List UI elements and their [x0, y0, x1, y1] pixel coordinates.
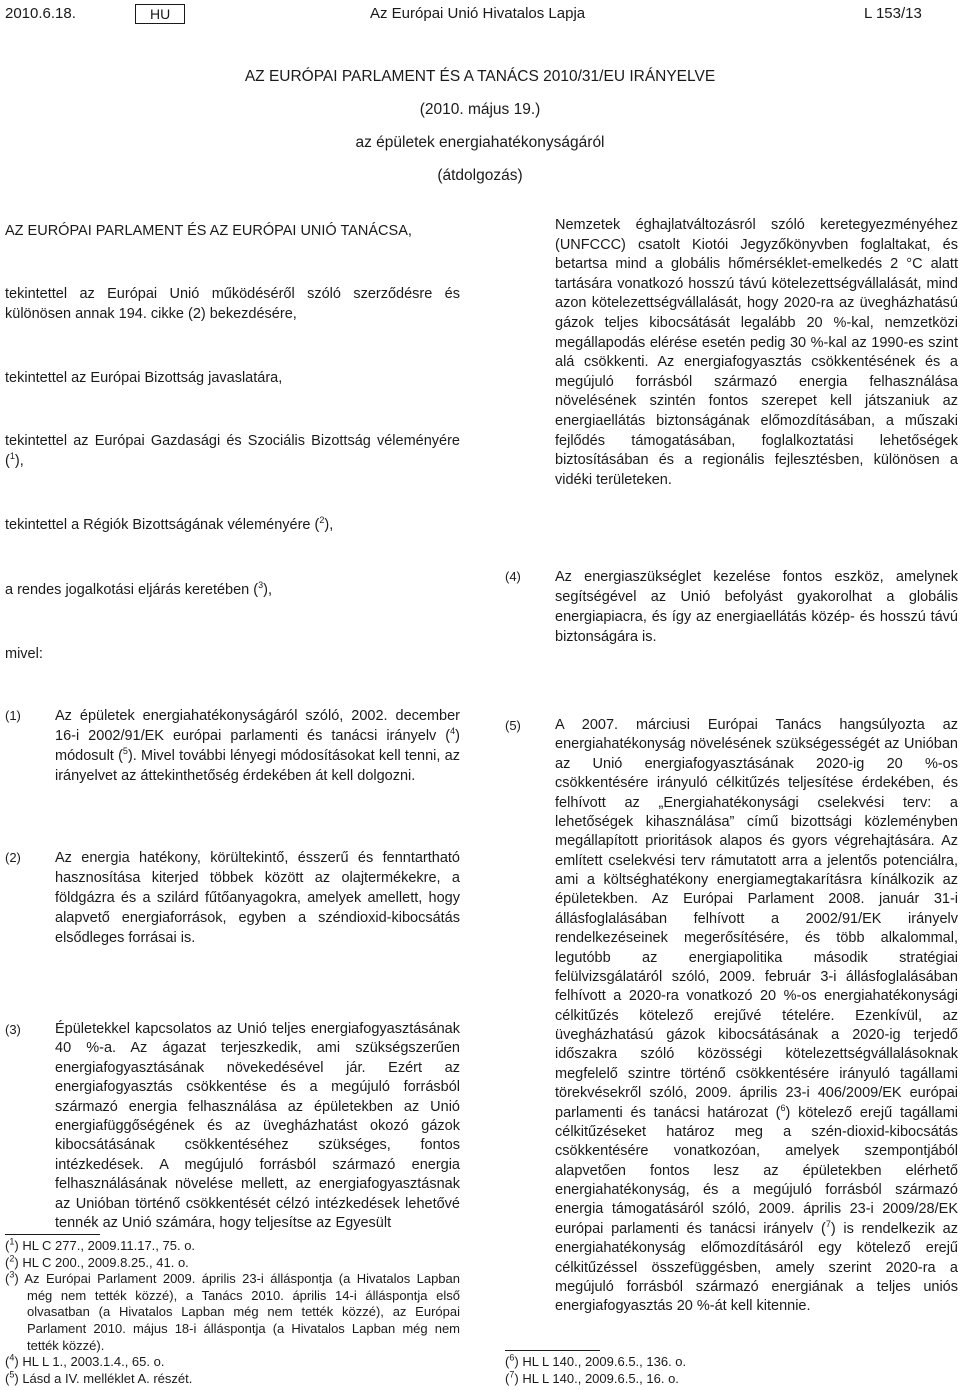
page-reference: L 153/13: [864, 5, 922, 22]
footnote-ref: 6: [780, 1102, 786, 1113]
preamble-procedure: a rendes jogalkotási eljárás keretében ($^3$),: [5, 580, 272, 598]
footnote: ($^7$) HL L 140., 2009.6.5., 16. o.: [505, 1369, 679, 1386]
preamble-legal-basis: tekintettel az Európai Unió működéséről szóló szerződésre és különösen annak 194. cikke (2) bekezdésére,: [5, 286, 460, 323]
recital-number: (5): [505, 718, 521, 733]
recital-1: [5, 706, 460, 806]
preamble-eesc: tekintettel az Európai Gazdasági és Szociális Bizottság véleményére ($^1$),: [5, 433, 460, 470]
recital-text: Épületekkel kapcsolatos az Unió teljes energiafogyasztásának 40 %-a. Az ágazat terjeszkedik, ami szükségszerűen energiafogyasztásának növekedésével jár. Ezért az energiafogyasztás csökkentése és a megújuló forrásból származó energia felhasználása az épületekben az Unió energiafüggőségének és az üvegházhatást okozó gázok kibocsátásának csökkentéséhez szükséges, fontos intézkedések. A megújuló forrásból származó energia felhasználásának növelése mellett, az energiafogyasztásnak az Unióban történő csökkentését célzó intézkedések lehetővé tennék az Unió számára, hogy teljesítse az Egyesült: [55, 1021, 460, 1232]
preamble-whereas: mivel:: [5, 646, 43, 662]
language-badge: HU: [135, 4, 185, 24]
recital-4: [505, 567, 960, 647]
directive-subject: az épületek energiahatékonyságáról: [355, 134, 605, 151]
preamble-regions: tekintettel a Régiók Bizottságának véleményére ($^2$),: [5, 515, 334, 533]
recital-number: (1): [5, 708, 21, 723]
footnote-ref: 4: [450, 726, 456, 737]
recital-number: (2): [5, 850, 21, 865]
footnote-ref: 7: [825, 1218, 831, 1229]
footnote-separator: [5, 1234, 100, 1235]
recital-number: (4): [505, 569, 521, 584]
recital-text: Az energiaszükséglet kezelése fontos eszköz, amelynek segítségével az Unió befolyást gyakorolhat a globális energiapiacra, és így az energiaellátás közép- és hosszú távú biztonságára is.: [555, 569, 958, 645]
footnote-ref: 1: [9, 451, 15, 462]
footnote: ($^5$) Lásd a IV. melléklet A. részét.: [5, 1369, 193, 1386]
footnotes-left: [5, 1238, 460, 1387]
footnote-ref: 2: [319, 515, 325, 526]
recital-text: A 2007. márciusi Európai Tanács hangsúlyozta az energiahatékonyság növelésének szükségességét az Unióban az Unió energiafogyasztásának 2020-ig 20 %-os csökkentésére irányuló célkitűzés teljesítése érdekében, és felhívott az „Energiahatékonysági cselekvési terv: a lehetőségek kihasználása” című bizottsági közleményben megállapított prioritások alapos és gyors végrehajtására. Az említett cselekvési terv rámutatott arra a jelentős potenciálra, ami a költséghatékony energiamegtakarításra kínálkozik az épületekben. Az Európai Parlament 2008. január 31-i állásfoglalásában felhívott a 2002/91/EK irányelv rendelkezéseinek megerősítésére, és több alkalommal, legutóbb az energiapolitika második stratégiai felülvizsgálatáról szóló, 2009. február 3-i állásfoglalásában felhívott a 2020-ra vonatkozó 20 %-os energiahatékonysági célkitűzés kötelező erejűvé tételére. Ezenkívül, az üvegházhatású gázok kibocsátásának a 2020-ig terjedő időszakra szóló közösségi kötelezettségvállalásoknak megfelelő szintre történő csökkentésére irányuló tagállami törekvésekről szóló, 2009. április 23-i 406/2009/EK európai parlamenti és tanácsi határozat ($^6$) kötelező erejű tagállami célkitűzéseket határoz meg a szén-dioxid-kibocsátás csökkentésére vonatkozóan, amelyek szempontjából alapvetően fontos lesz az épületekben elérhető energiahatékonyság, és a megújuló forrásból származó energia támogatásáról szóló, 2009. április 23-i 2009/28/EK európai parlamenti és tanácsi irányelv ($^7$) is rendelkezik az energiahatékonyság előmozdításáról egy kötelező erejű célkitűzéssel összefüggésben, amely szerint 2020-ra a megújuló forrásból származó energiának a teljes uniós energiafogyasztás 20 %-át kell kitennie.: [555, 717, 959, 1315]
footnotes-right: [505, 1354, 960, 1387]
directive-recast: (átdolgozás): [437, 167, 523, 184]
directive-title: AZ EURÓPAI PARLAMENT ÉS A TANÁCS 2010/31/EU IRÁNYELVE: [244, 68, 716, 85]
footnote: ($^2$) HL C 200., 2009.8.25., 41. o.: [5, 1253, 189, 1270]
footnote: ($^6$) HL L 140., 2009.6.5., 136. o.: [505, 1352, 687, 1369]
footnote-ref: 3: [258, 580, 264, 591]
footnote: ($^3$) Az Európai Parlament 2009. április 23-i álláspontja (a Hivatalos Lapban még nem tették közzé), a Tanács 2010. április 14-i álláspontja első olvasatban (a Hivatalos Lapban még nem tették közzé), az Európai Parlament 2010. május 18-i álláspontja (a Hivatalos Lapban még nem tették közzé).: [5, 1269, 460, 1353]
footnote-ref: 5: [122, 746, 128, 757]
preamble-commission: tekintettel az Európai Bizottság javaslatára,: [5, 370, 283, 386]
directive-date: (2010. május 19.): [419, 101, 541, 118]
recital-text: Az épületek energiahatékonyságáról szóló, 2002. december 16-i 2002/91/EK európai parlamenti és tanácsi irányelv ($^4$) módosult ($^5$). Mivel további lényegi módosításokat kell tenni, az irányelvet az áttekinthetőség érdekében át kell dolgozni.: [55, 708, 460, 784]
recital-5: [505, 716, 960, 1331]
recital-3: [5, 1020, 460, 1232]
recital-2: [5, 848, 460, 948]
footnote: ($^1$) HL C 277., 2009.11.17., 75. o.: [5, 1236, 196, 1253]
recital-continuation: Nemzetek éghajlatváltozásról szóló keretegyezményéhez (UNFCCC) csatolt Kiotói Jegyzőkönyvben foglaltakat, és betartsa mind a globális hőmérséklet-emelkedés 2 °C alatt tartására vonatkozó hosszú távú kötelezettségvállalását, mind azon kötelezettségvállalását, hogy 2020-ra az üvegházhatású gázok teljes kibocsátását legalább 20 %-kal, nemzetközi megállapodás elérése esetén pedig 30 %-kal az 1990-es szint alá csökkenti. Az energiafogyasztás csökkentésének és a megújuló forrásból származó energia felhasználása növelésének szintén fontos szerepet kell játszaniuk az energiaellátás biztonságának előmozdításában, a műszaki fejlődés támogatásában, foglalkoztatási lehetőségek biztosításában és a regionális fejlesztésben, különösen a vidéki területeken.: [555, 217, 958, 488]
recital-number: (3): [5, 1022, 21, 1037]
footnote-separator: [505, 1350, 600, 1351]
recital-text: Az energia hatékony, körültekintő, ésszerű és fenntartható hasznosítása kiterjed többek között az olajtermékekre, a földgázra és a szilárd fűtőanyagokra, amelyek amellett, hogy alapvető energiaforrások, egyben a széndioxid-kibocsátás elsődleges forrásai is.: [55, 850, 460, 946]
header-date: 2010.6.18.: [5, 5, 76, 22]
preamble-intro: AZ EURÓPAI PARLAMENT ÉS AZ EURÓPAI UNIÓ TANÁCSA,: [5, 223, 412, 239]
journal-title: Az Európai Unió Hivatalos Lapja: [370, 5, 586, 22]
footnote: ($^4$) HL L 1., 2003.1.4., 65. o.: [5, 1352, 165, 1370]
